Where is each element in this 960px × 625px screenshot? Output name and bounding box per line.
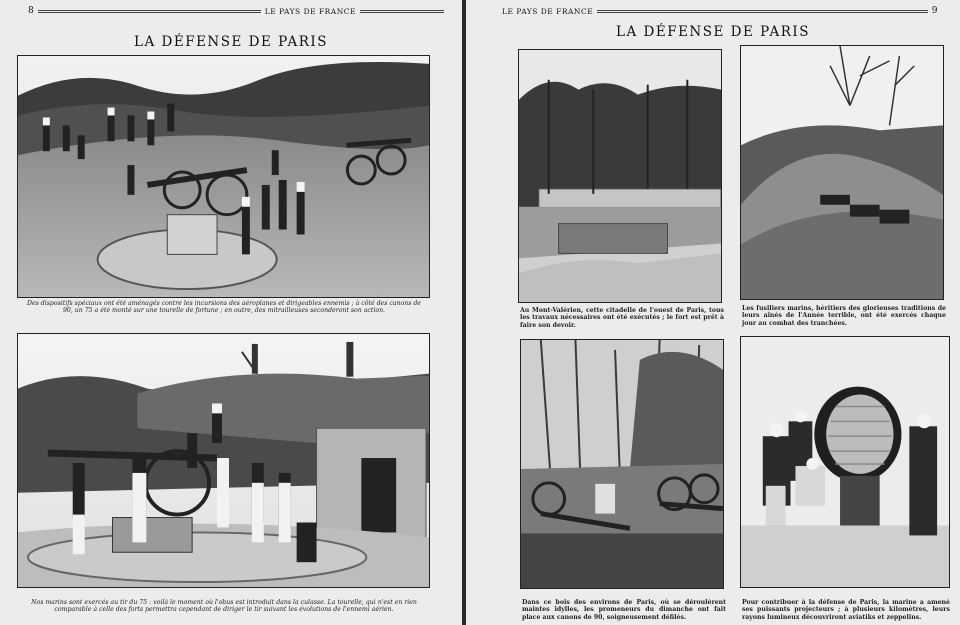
page-title-left: LA DÉFENSE DE PARIS: [134, 34, 328, 50]
photo-searchlight: [740, 336, 950, 588]
page-number-right: 9: [931, 6, 938, 16]
caption-antiaircraft-gun: Des dispositifs spéciaux ont été aménagés contre les incursions des aéroplanes et dirigeables ennemis ; à côté des canons de 90, un 75 a été monté sur une tourelle de fortune ; en outre, des mitrailleuses seconderont son action.: [27, 300, 421, 315]
caption-mont-valerien: Au Mont-Valérien, cette citadelle de l'ouest de Paris, tous les travaux nécessaires ont été exécutés ; le fort est prêt à faire son devoir.: [520, 307, 724, 329]
head-rule: [597, 10, 928, 13]
page-number-left: 8: [28, 6, 35, 16]
right-page: [466, 0, 960, 625]
page-title-right: LA DÉFENSE DE PARIS: [616, 24, 810, 40]
caption-searchlight: Pour contribuer à la défense de Paris, la marine a amené ses puissants projecteurs ; à plusieurs kilomètres, leurs rayons lumineux découvriront aviatiks et zeppelins.: [742, 599, 950, 621]
running-head-title-right: LE PAYS DE FRANCE: [502, 6, 594, 16]
running-head-left: [28, 6, 444, 16]
photo-sailors-loading: [17, 333, 430, 588]
photo-fusiliers-marins: [740, 45, 944, 300]
photo-woods-cannons: [520, 339, 724, 589]
left-page: [0, 0, 462, 625]
running-head-right: [502, 6, 938, 16]
photo-mont-valerien: [518, 49, 722, 303]
photo-antiaircraft-gun: [17, 55, 430, 298]
caption-fusiliers-marins: Les fusiliers marins, héritiers des glorieuses traditions de leurs aînés de l'Année terrible, ont été exercés chaque jour au combat des tranchées.: [742, 305, 946, 327]
head-rule: [38, 10, 261, 13]
caption-sailors-loading: Nos marins sont exercés au tir du 75 : voilà le moment où l'obus est introduit dans la culasse. La tourelle, qui n'est en rien comparable à celle des forts permettra cependant de diriger le tir suivant les évolutions de l'ennemi aérien.: [31, 599, 417, 614]
caption-woods-cannons: Dans ce bois des environs de Paris, où se déroulèrent maintes idylles, les promeneurs du dimanche ont fait place aux canons de 90, soigneusement défilés.: [522, 599, 726, 621]
running-head-title-left: LE PAYS DE FRANCE: [264, 6, 356, 16]
head-rule: [360, 10, 444, 13]
